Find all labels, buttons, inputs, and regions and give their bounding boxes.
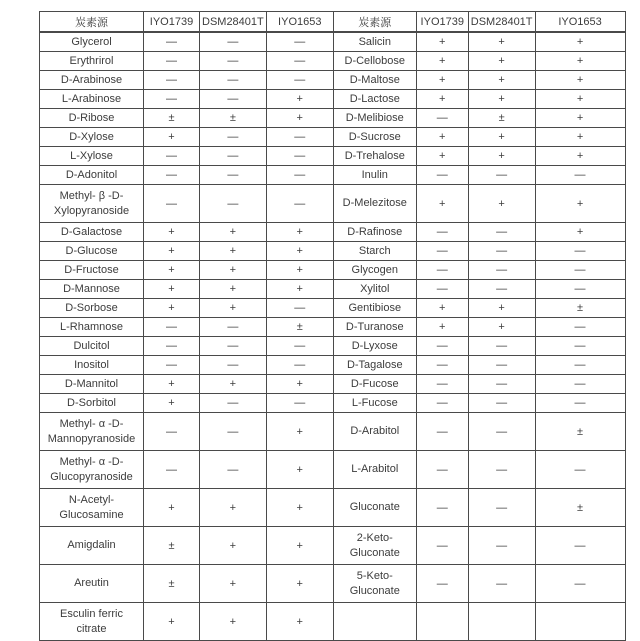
result-cell: —	[266, 394, 333, 413]
result-cell: —	[535, 394, 625, 413]
result-cell: —	[200, 147, 267, 166]
table-body	[40, 32, 626, 641]
result-cell: —	[468, 413, 535, 451]
result-cell: +	[535, 71, 625, 90]
result-cell: +	[416, 32, 468, 52]
result-cell: —	[144, 32, 200, 52]
result-cell: —	[416, 451, 468, 489]
table-row	[40, 71, 626, 90]
table-row	[40, 413, 626, 451]
result-cell: —	[535, 337, 625, 356]
result-cell: —	[416, 337, 468, 356]
carbon-source-name: Glycerol	[40, 32, 144, 52]
carbon-source-name: D-Melibiose	[333, 109, 416, 128]
table-row	[40, 356, 626, 375]
carbon-source-name: Methyl- β -D- Xylopyranoside	[40, 185, 144, 223]
carbon-source-assimilation-table	[39, 11, 626, 641]
result-cell: —	[468, 356, 535, 375]
result-cell: ±	[266, 318, 333, 337]
result-cell: +	[416, 128, 468, 147]
carbon-source-name: D-Melezitose	[333, 185, 416, 223]
result-cell: —	[535, 318, 625, 337]
result-cell: —	[266, 299, 333, 318]
result-cell: —	[416, 280, 468, 299]
header-row	[40, 12, 626, 33]
result-cell: —	[144, 147, 200, 166]
result-cell: +	[535, 185, 625, 223]
result-cell: —	[416, 489, 468, 527]
result-cell: —	[266, 71, 333, 90]
result-cell: +	[416, 318, 468, 337]
result-cell: +	[416, 90, 468, 109]
table-row	[40, 280, 626, 299]
carbon-source-name: Esculin ferric citrate	[40, 603, 144, 641]
carbon-source-name: Erythrirol	[40, 52, 144, 71]
result-cell: —	[468, 489, 535, 527]
result-cell: —	[535, 527, 625, 565]
result-cell: +	[535, 90, 625, 109]
result-cell: +	[200, 242, 267, 261]
carbon-source-name: Amigdalin	[40, 527, 144, 565]
result-cell: +	[535, 128, 625, 147]
result-cell: —	[144, 318, 200, 337]
result-cell: —	[266, 166, 333, 185]
table-row	[40, 147, 626, 166]
table-row	[40, 451, 626, 489]
table-row	[40, 337, 626, 356]
carbon-source-name: L-Xylose	[40, 147, 144, 166]
carbon-source-name: D-Glucose	[40, 242, 144, 261]
result-cell: +	[468, 71, 535, 90]
result-cell: +	[468, 147, 535, 166]
result-cell: ±	[468, 109, 535, 128]
result-cell: —	[144, 166, 200, 185]
result-cell: —	[144, 52, 200, 71]
carbon-source-name: D-Mannitol	[40, 375, 144, 394]
carbon-source-name: Inositol	[40, 356, 144, 375]
result-cell: —	[416, 394, 468, 413]
carbon-source-name: D-Tagalose	[333, 356, 416, 375]
result-cell: —	[535, 242, 625, 261]
result-cell: —	[200, 128, 267, 147]
result-cell: ±	[535, 489, 625, 527]
result-cell: —	[200, 413, 267, 451]
header-strain-iyo1653-right: IYO1653	[535, 12, 625, 33]
result-cell: ±	[535, 413, 625, 451]
result-cell: —	[416, 109, 468, 128]
result-cell: —	[200, 451, 267, 489]
result-cell: —	[200, 337, 267, 356]
carbon-source-name: D-Maltose	[333, 71, 416, 90]
result-cell: —	[468, 337, 535, 356]
result-cell: —	[468, 527, 535, 565]
result-cell: —	[468, 375, 535, 394]
result-cell: —	[535, 261, 625, 280]
result-cell: —	[200, 90, 267, 109]
result-cell: +	[535, 32, 625, 52]
result-cell: +	[266, 223, 333, 242]
result-cell: —	[468, 223, 535, 242]
result-cell: —	[535, 356, 625, 375]
carbon-source-name: D-Cellobose	[333, 52, 416, 71]
table-row	[40, 261, 626, 280]
result-cell: —	[144, 185, 200, 223]
carbon-source-name: D-Ribose	[40, 109, 144, 128]
carbon-source-name: D-Sorbose	[40, 299, 144, 318]
result-cell: —	[144, 337, 200, 356]
table-row	[40, 299, 626, 318]
result-cell: +	[468, 32, 535, 52]
result-cell: ±	[144, 109, 200, 128]
result-cell: +	[468, 52, 535, 71]
result-cell: +	[266, 489, 333, 527]
result-cell: +	[144, 280, 200, 299]
carbon-source-name: D-Arabinose	[40, 71, 144, 90]
table-row	[40, 185, 626, 223]
result-cell: +	[266, 261, 333, 280]
result-cell: +	[200, 375, 267, 394]
carbon-source-name: Methyl- α -D- Mannopyranoside	[40, 413, 144, 451]
result-cell: +	[200, 299, 267, 318]
carbon-source-name: Dulcitol	[40, 337, 144, 356]
header-strain-iyo1653-left: IYO1653	[266, 12, 333, 33]
result-cell: +	[266, 90, 333, 109]
result-cell: +	[266, 242, 333, 261]
carbon-source-name	[333, 603, 416, 641]
table-row	[40, 318, 626, 337]
result-cell: +	[535, 52, 625, 71]
result-cell: +	[266, 603, 333, 641]
carbon-source-name: Xylitol	[333, 280, 416, 299]
result-cell: —	[266, 52, 333, 71]
table-row	[40, 394, 626, 413]
carbon-source-name: D-Trehalose	[333, 147, 416, 166]
result-cell: +	[468, 185, 535, 223]
header-carbon-source-right: 炭素源	[333, 12, 416, 33]
result-cell: —	[535, 280, 625, 299]
result-cell: —	[416, 356, 468, 375]
result-cell: —	[468, 394, 535, 413]
result-cell: —	[416, 375, 468, 394]
result-cell: —	[468, 280, 535, 299]
carbon-source-name: Areutin	[40, 565, 144, 603]
table-header	[40, 12, 626, 33]
result-cell: —	[535, 451, 625, 489]
table-row	[40, 375, 626, 394]
carbon-source-name: D-Adonitol	[40, 166, 144, 185]
result-cell: +	[200, 527, 267, 565]
result-cell: +	[416, 185, 468, 223]
result-cell: —	[416, 413, 468, 451]
result-cell: —	[266, 337, 333, 356]
carbon-source-table-container	[39, 11, 626, 641]
result-cell: +	[200, 489, 267, 527]
result-cell: —	[144, 90, 200, 109]
table-row	[40, 166, 626, 185]
header-strain-dsm28401t-right: DSM28401T	[468, 12, 535, 33]
carbon-source-name: D-Lactose	[333, 90, 416, 109]
carbon-source-name: D-Rafinose	[333, 223, 416, 242]
result-cell: ±	[200, 109, 267, 128]
result-cell: +	[200, 565, 267, 603]
carbon-source-name: D-Mannose	[40, 280, 144, 299]
result-cell: +	[144, 128, 200, 147]
carbon-source-name: L-Arabitol	[333, 451, 416, 489]
result-cell: —	[468, 451, 535, 489]
result-cell: —	[200, 185, 267, 223]
carbon-source-name: D-Turanose	[333, 318, 416, 337]
result-cell: —	[416, 261, 468, 280]
table-row	[40, 109, 626, 128]
result-cell: —	[535, 565, 625, 603]
result-cell: +	[144, 375, 200, 394]
result-cell: —	[468, 261, 535, 280]
result-cell: +	[144, 223, 200, 242]
result-cell: —	[416, 527, 468, 565]
header-strain-iyo1739-left: IYO1739	[144, 12, 200, 33]
result-cell: +	[144, 299, 200, 318]
header-strain-dsm28401t-left: DSM28401T	[200, 12, 267, 33]
result-cell: +	[144, 242, 200, 261]
result-cell: —	[468, 242, 535, 261]
result-cell: —	[468, 565, 535, 603]
result-cell: —	[200, 71, 267, 90]
result-cell: +	[144, 489, 200, 527]
carbon-source-name: N-Acetyl- Glucosamine	[40, 489, 144, 527]
result-cell: +	[416, 299, 468, 318]
carbon-source-name: Inulin	[333, 166, 416, 185]
result-cell: —	[535, 375, 625, 394]
carbon-source-name: D-Fucose	[333, 375, 416, 394]
carbon-source-name: L-Rhamnose	[40, 318, 144, 337]
carbon-source-name: L-Fucose	[333, 394, 416, 413]
table-row	[40, 565, 626, 603]
result-cell: +	[200, 223, 267, 242]
result-cell: —	[416, 565, 468, 603]
carbon-source-name: 2-Keto- Gluconate	[333, 527, 416, 565]
carbon-source-name: D-Lyxose	[333, 337, 416, 356]
result-cell: —	[144, 71, 200, 90]
result-cell: +	[200, 261, 267, 280]
result-cell: —	[535, 166, 625, 185]
table-row	[40, 128, 626, 147]
result-cell	[535, 603, 625, 641]
result-cell: —	[266, 147, 333, 166]
result-cell: +	[266, 109, 333, 128]
result-cell: +	[266, 375, 333, 394]
carbon-source-name: Glycogen	[333, 261, 416, 280]
result-cell: —	[416, 242, 468, 261]
table-row	[40, 223, 626, 242]
table-row	[40, 32, 626, 52]
result-cell: —	[200, 52, 267, 71]
carbon-source-name: Gluconate	[333, 489, 416, 527]
carbon-source-name: D-Fructose	[40, 261, 144, 280]
result-cell: —	[144, 451, 200, 489]
result-cell	[416, 603, 468, 641]
result-cell: +	[144, 603, 200, 641]
result-cell: —	[266, 356, 333, 375]
result-cell: —	[200, 356, 267, 375]
result-cell: —	[266, 185, 333, 223]
carbon-source-name: Methyl- α -D- Glucopyranoside	[40, 451, 144, 489]
result-cell: +	[535, 223, 625, 242]
result-cell: +	[266, 527, 333, 565]
result-cell: +	[200, 603, 267, 641]
result-cell: +	[468, 128, 535, 147]
table-row	[40, 527, 626, 565]
carbon-source-name: D-Sucrose	[333, 128, 416, 147]
table-row	[40, 242, 626, 261]
result-cell: ±	[144, 565, 200, 603]
result-cell: —	[266, 32, 333, 52]
table-row	[40, 489, 626, 527]
result-cell: —	[416, 223, 468, 242]
result-cell: +	[266, 413, 333, 451]
carbon-source-name: D-Sorbitol	[40, 394, 144, 413]
result-cell: —	[266, 128, 333, 147]
result-cell: +	[416, 52, 468, 71]
result-cell: +	[200, 280, 267, 299]
result-cell	[468, 603, 535, 641]
carbon-source-name: Starch	[333, 242, 416, 261]
result-cell: —	[200, 32, 267, 52]
result-cell: —	[200, 318, 267, 337]
header-carbon-source-left: 炭素源	[40, 12, 144, 33]
result-cell: +	[144, 394, 200, 413]
result-cell: +	[535, 109, 625, 128]
carbon-source-name: L-Arabinose	[40, 90, 144, 109]
result-cell: +	[266, 565, 333, 603]
result-cell: +	[468, 299, 535, 318]
result-cell: —	[200, 394, 267, 413]
result-cell: —	[144, 356, 200, 375]
table-row	[40, 52, 626, 71]
result-cell: +	[468, 318, 535, 337]
result-cell: —	[416, 166, 468, 185]
result-cell: ±	[535, 299, 625, 318]
table-row	[40, 90, 626, 109]
result-cell: —	[200, 166, 267, 185]
carbon-source-name: Gentibiose	[333, 299, 416, 318]
result-cell: +	[266, 451, 333, 489]
header-strain-iyo1739-right: IYO1739	[416, 12, 468, 33]
result-cell: +	[266, 280, 333, 299]
result-cell: —	[468, 166, 535, 185]
result-cell: +	[535, 147, 625, 166]
result-cell: +	[468, 90, 535, 109]
carbon-source-name: D-Xylose	[40, 128, 144, 147]
carbon-source-name: D-Arabitol	[333, 413, 416, 451]
result-cell: +	[416, 71, 468, 90]
result-cell: +	[416, 147, 468, 166]
carbon-source-name: D-Galactose	[40, 223, 144, 242]
carbon-source-name: 5-Keto- Gluconate	[333, 565, 416, 603]
carbon-source-name: Salicin	[333, 32, 416, 52]
result-cell: +	[144, 261, 200, 280]
result-cell: —	[144, 413, 200, 451]
result-cell: ±	[144, 527, 200, 565]
table-row	[40, 603, 626, 641]
